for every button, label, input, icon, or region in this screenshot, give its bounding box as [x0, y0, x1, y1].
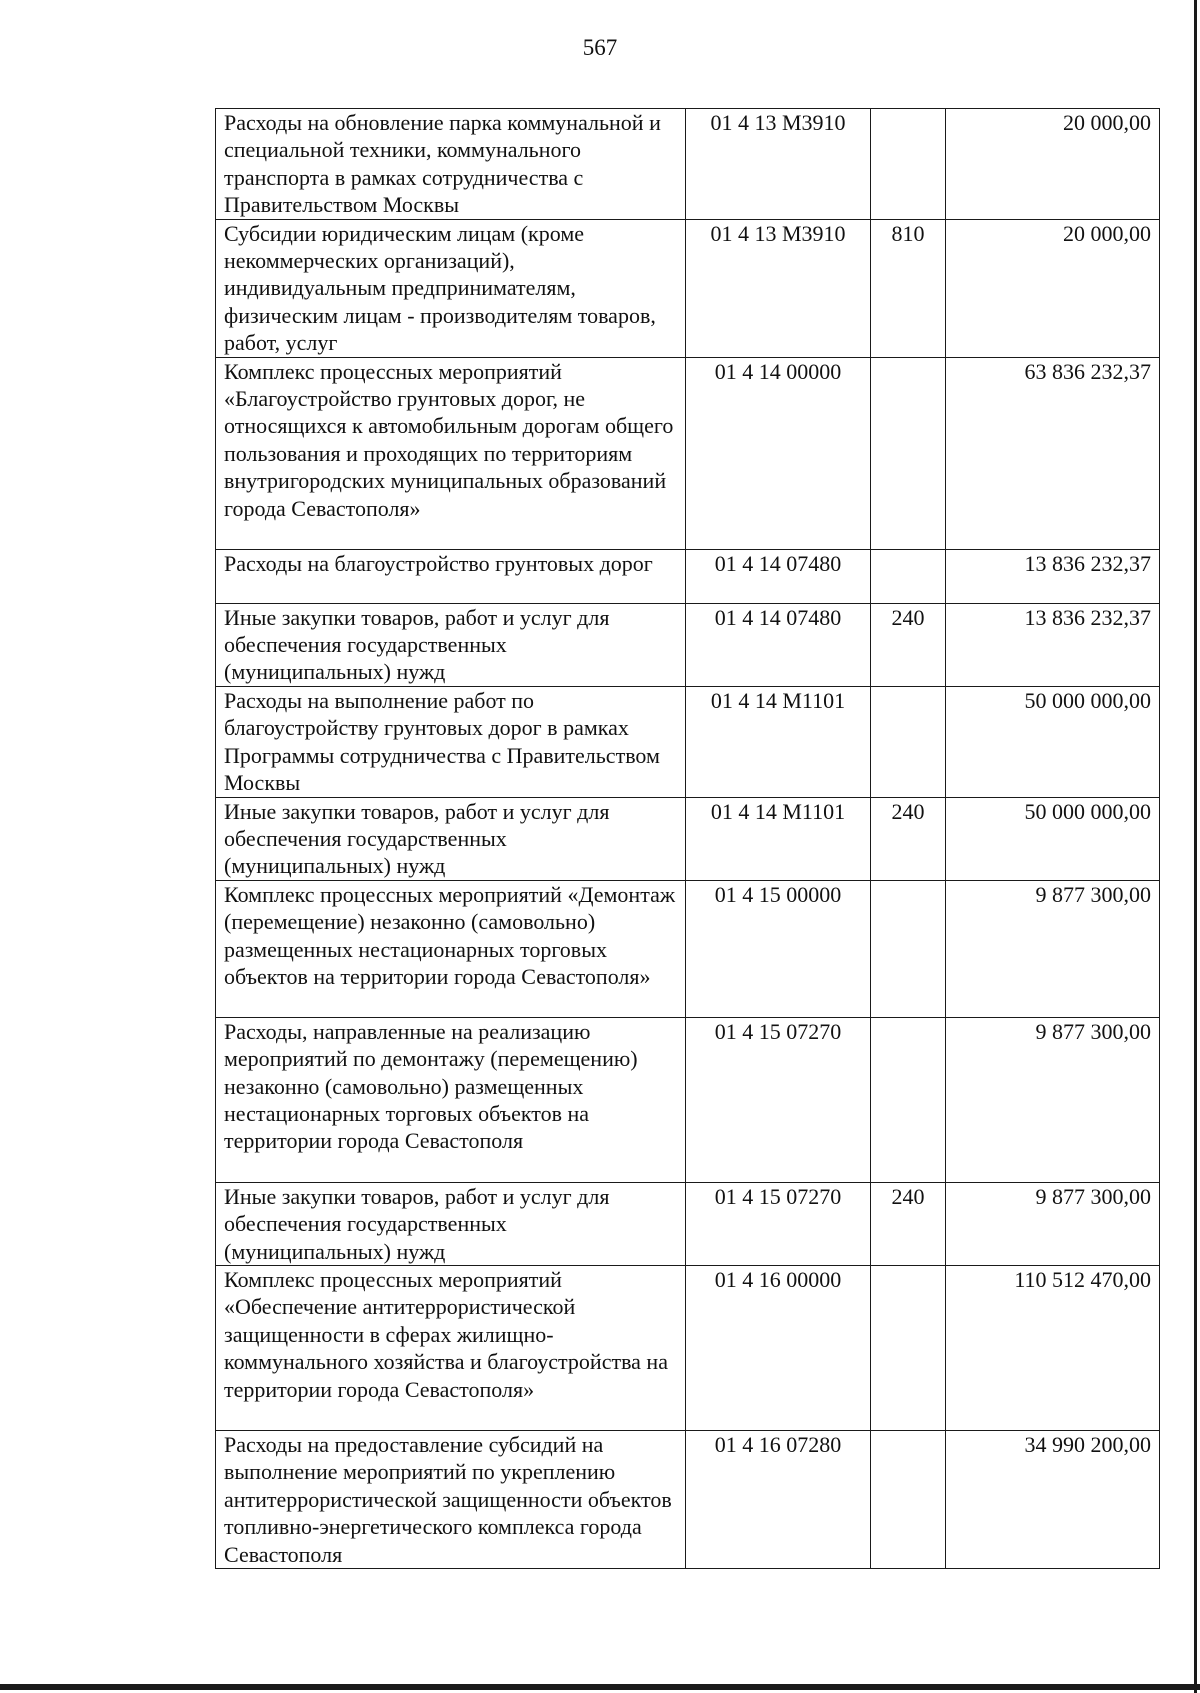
amount: 13 836 232,37 [946, 603, 1160, 686]
scan-edge-right [1194, 0, 1197, 1693]
expense-name: Комплекс процессных мероприятий «Обеспечение антитеррористической защищенности в сферах жилищно-коммунального хозяйства и благоустройства на территории города Севастополя» [216, 1265, 686, 1430]
expense-name: Расходы на выполнение работ по благоустройству грунтовых дорог в рамках Программы сотрудничества с Правительством Москвы [216, 686, 686, 797]
table-row [216, 109, 1160, 220]
expense-type-code [871, 686, 946, 797]
expense-type-code [871, 109, 946, 220]
amount: 50 000 000,00 [946, 686, 1160, 797]
expense-name: Комплекс процессных мероприятий «Благоустройство грунтовых дорог, не относящихся к автомобильным дорогам общего пользования и проходящих по территориям внутригородских муниципальных образований города Севастополя» [216, 357, 686, 549]
expense-name: Иные закупки товаров, работ и услуг для обеспечения государственных (муниципальных) нужд [216, 797, 686, 880]
expense-name: Иные закупки товаров, работ и услуг для обеспечения государственных (муниципальных) нужд [216, 603, 686, 686]
table-row [216, 1430, 1160, 1568]
amount: 9 877 300,00 [946, 1182, 1160, 1265]
table-row [216, 797, 1160, 880]
expense-type-code: 240 [871, 1182, 946, 1265]
table-row [216, 1265, 1160, 1430]
target-code: 01 4 14 М1101 [686, 797, 871, 880]
target-code: 01 4 14 М1101 [686, 686, 871, 797]
expense-type-code [871, 357, 946, 549]
table-row [216, 219, 1160, 357]
table-row [216, 880, 1160, 1017]
scan-edge-bottom [0, 1684, 1200, 1690]
expense-type-code: 240 [871, 603, 946, 686]
target-code: 01 4 15 07270 [686, 1182, 871, 1265]
amount: 9 877 300,00 [946, 880, 1160, 1017]
expense-type-code [871, 880, 946, 1017]
amount: 63 836 232,37 [946, 357, 1160, 549]
target-code: 01 4 14 07480 [686, 549, 871, 603]
expense-type-code [871, 1430, 946, 1568]
expense-type-code: 810 [871, 219, 946, 357]
target-code: 01 4 15 00000 [686, 880, 871, 1017]
table-row [216, 1182, 1160, 1265]
table-row [216, 603, 1160, 686]
amount: 20 000,00 [946, 109, 1160, 220]
table-row [216, 549, 1160, 603]
target-code: 01 4 16 07280 [686, 1430, 871, 1568]
expense-name: Субсидии юридическим лицам (кроме некоммерческих организаций), индивидуальным предпринимателям, физическим лицам - производителям товаров, работ, услуг [216, 219, 686, 357]
target-code: 01 4 14 00000 [686, 357, 871, 549]
amount: 9 877 300,00 [946, 1017, 1160, 1182]
expense-type-code [871, 1265, 946, 1430]
target-code: 01 4 16 00000 [686, 1265, 871, 1430]
amount: 110 512 470,00 [946, 1265, 1160, 1430]
amount: 50 000 000,00 [946, 797, 1160, 880]
target-code: 01 4 14 07480 [686, 603, 871, 686]
amount: 20 000,00 [946, 219, 1160, 357]
expense-name: Комплекс процессных мероприятий «Демонтаж (перемещение) незаконно (самовольно) размещенных нестационарных торговых объектов на территории города Севастополя» [216, 880, 686, 1017]
expense-name: Иные закупки товаров, работ и услуг для обеспечения государственных (муниципальных) нужд [216, 1182, 686, 1265]
target-code: 01 4 13 М3910 [686, 109, 871, 220]
expense-name: Расходы на благоустройство грунтовых дорог [216, 549, 686, 603]
expense-name: Расходы на обновление парка коммунальной и специальной техники, коммунального транспорта в рамках сотрудничества с Правительством Москвы [216, 109, 686, 220]
amount: 34 990 200,00 [946, 1430, 1160, 1568]
expense-name: Расходы на предоставление субсидий на выполнение мероприятий по укреплению антитеррористической защищенности объектов топливно-энергетического комплекса города Севастополя [216, 1430, 686, 1568]
expense-type-code [871, 1017, 946, 1182]
table-row [216, 357, 1160, 549]
budget-table [215, 108, 1160, 1569]
target-code: 01 4 13 М3910 [686, 219, 871, 357]
expense-type-code: 240 [871, 797, 946, 880]
table-row [216, 1017, 1160, 1182]
expense-name: Расходы, направленные на реализацию мероприятий по демонтажу (перемещению) незаконно (самовольно) размещенных нестационарных торговых объектов на территории города Севастополя [216, 1017, 686, 1182]
target-code: 01 4 15 07270 [686, 1017, 871, 1182]
amount: 13 836 232,37 [946, 549, 1160, 603]
page-number: 567 [582, 35, 618, 60]
table-row [216, 686, 1160, 797]
expense-type-code [871, 549, 946, 603]
